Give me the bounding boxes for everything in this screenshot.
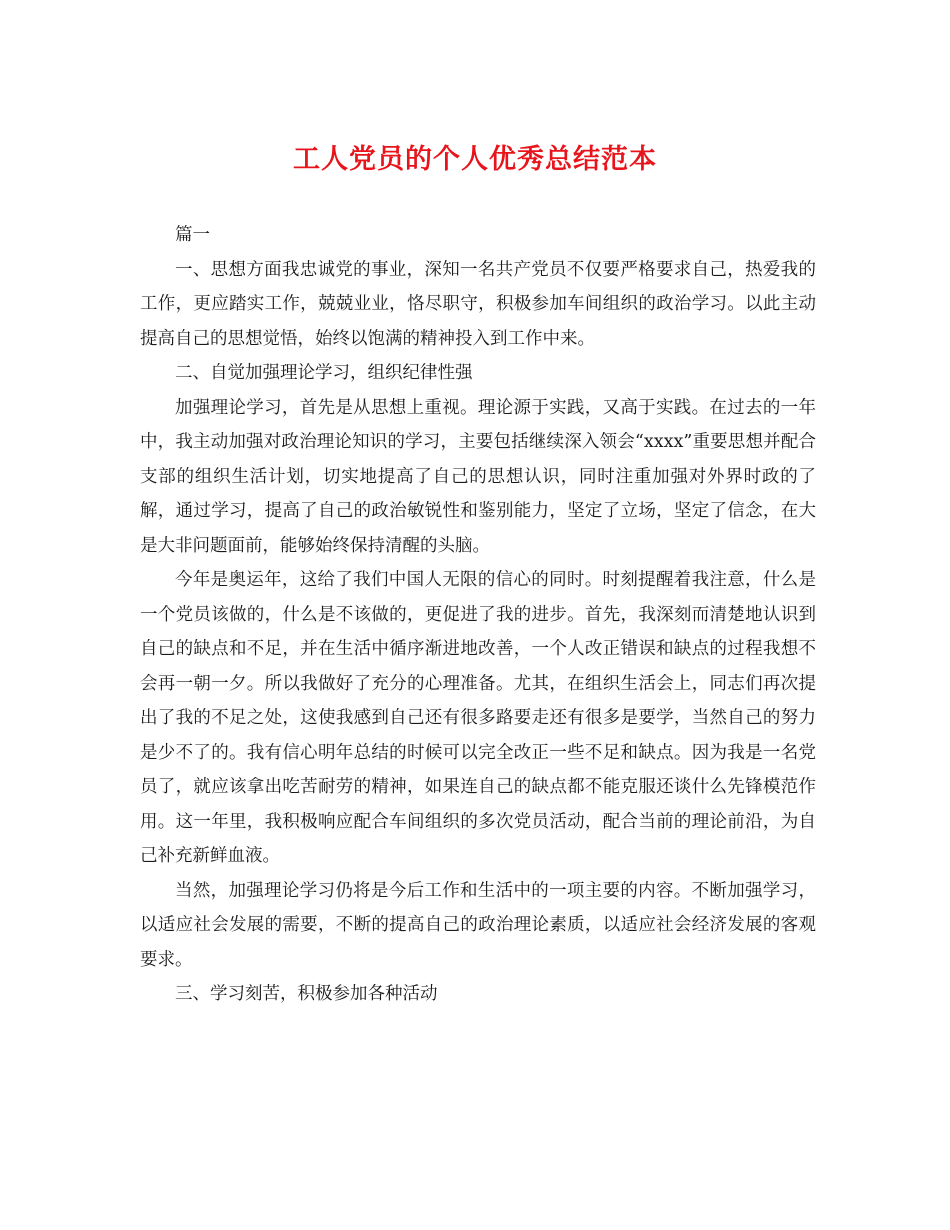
section-label: 篇一	[175, 225, 210, 245]
section-heading: 三、学习刻苦，积极参加各种活动	[175, 984, 438, 1004]
document-title: 工人党员的个人优秀总结范本	[293, 144, 657, 175]
paragraph: 加强理论学习，首先是从思想上重视。理论源于实践，又高于实践。在过去的一年中，我主动加强对政治理论知识的学习，主要包括继续深入领会“xxxx”重要思想并配合支部的组织生活计划，切实地提高了自己的思想认识，同时注重加强对外界时政的了解，通过学习，提高了自己的政治敏锐性和鉴别能力，坚定了立场，坚定了信念，在大是大非问题面前，能够始终保持清醒的头脑。	[140, 397, 816, 556]
paragraph: 当然，加强理论学习仍将是今后工作和生活中的一项主要的内容。不断加强学习，以适应社会发展的需要，不断的提高自己的政治理论素质，以适应社会经济发展的客观要求。	[140, 880, 816, 970]
paragraph: 今年是奥运年，这给了我们中国人无限的信心的同时。时刻提醒着我注意，什么是一个党员该做的，什么是不该做的，更促进了我的进步。首先，我深刻而清楚地认识到自己的缺点和不足，并在生活中循序渐进地改善，一个人改正错误和缺点的过程我想不会再一朝一夕。所以我做好了充分的心理准备。尤其，在组织生活会上，同志们再次提出了我的不足之处，这使我感到自己还有很多路要走还有很多是要学，当然自己的努力是少不了的。我有信心明年总结的时候可以完全改正一些不足和缺点。因为我是一名党员了，就应该拿出吃苦耐劳的精神，如果连自己的缺点都不能克服还谈什么先锋模范作用。这一年里，我积极响应配合车间组织的多次党员活动，配合当前的理论前沿，为自己补充新鲜血液。	[140, 570, 816, 866]
paragraph: 一、思想方面我忠诚党的事业，深知一名共产党员不仅要严格要求自己，热爱我的工作，更应踏实工作，兢兢业业，恪尽职守，积极参加车间组织的政治学习。以此主动提高自己的思想觉悟，始终以饱满的精神投入到工作中来。	[140, 259, 816, 349]
section-heading: 二、自觉加强理论学习，组织纪律性强	[175, 363, 473, 383]
document-body	[140, 218, 816, 1012]
